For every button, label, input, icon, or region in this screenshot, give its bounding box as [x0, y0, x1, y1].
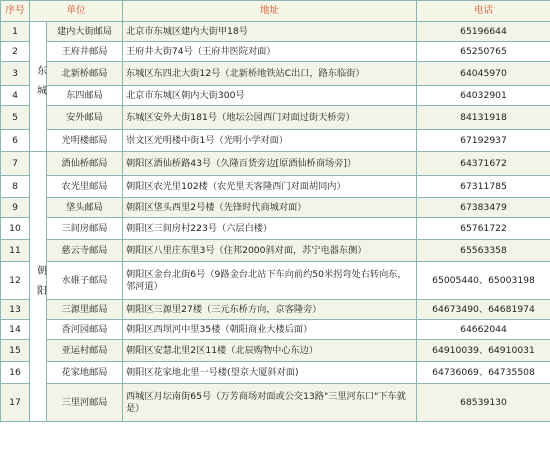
address: 西城区月坛南街65号（万芳商场对面或公交13路"三里河东口"下车就是） — [123, 384, 417, 422]
address: 朝阳区酒仙桥路43号（久隆百货旁边[原酒仙桥商场旁]） — [123, 152, 417, 176]
table-row — [1, 106, 550, 130]
unit-name: 建内大街邮局 — [47, 22, 123, 42]
phone-number: 65196644 — [417, 22, 550, 42]
row-index: 4 — [1, 86, 30, 106]
row-index: 7 — [1, 152, 30, 176]
table-row — [1, 384, 550, 422]
phone-number: 64662044 — [417, 320, 550, 340]
phone-number: 64032901 — [417, 86, 550, 106]
row-index: 2 — [1, 42, 30, 62]
unit-name: 垡头邮局 — [47, 198, 123, 218]
phone-number: 67192937 — [417, 130, 550, 152]
address: 东城区东四北大街12号（北新桥地铁站C出口，路东临街） — [123, 62, 417, 86]
row-index: 11 — [1, 240, 30, 262]
address: 北京市东城区朝内大街300号 — [123, 86, 417, 106]
address: 朝阳区农光里102楼（农光里天客隆西门对面胡同内） — [123, 176, 417, 198]
table-row — [1, 176, 550, 198]
row-index: 12 — [1, 262, 30, 300]
unit-name: 水碓子邮局 — [47, 262, 123, 300]
row-index: 14 — [1, 320, 30, 340]
row-index: 6 — [1, 130, 30, 152]
address: 朝阳区安慧北里2区11楼（北辰购物中心东边） — [123, 340, 417, 362]
phone-number: 67311785 — [417, 176, 550, 198]
header-phone: 电话 — [417, 1, 550, 22]
address: 东城区安外大街181号（地坛公园西门对面过街天桥旁） — [123, 106, 417, 130]
phone-number: 65761722 — [417, 218, 550, 240]
unit-name: 酒仙桥邮局 — [47, 152, 123, 176]
table-row — [1, 240, 550, 262]
table-row — [1, 22, 550, 42]
address: 朝阳区垡头西里2号楼（先锋时代商城对面） — [123, 198, 417, 218]
row-index: 10 — [1, 218, 30, 240]
header-address: 地址 — [123, 1, 417, 22]
row-index: 16 — [1, 362, 30, 384]
phone-number: 67383479 — [417, 198, 550, 218]
row-index: 17 — [1, 384, 30, 422]
row-index: 1 — [1, 22, 30, 42]
unit-name: 安外邮局 — [47, 106, 123, 130]
unit-name: 三间房邮局 — [47, 218, 123, 240]
district-cell — [30, 152, 47, 422]
unit-name: 东四邮局 — [47, 86, 123, 106]
table-row — [1, 340, 550, 362]
unit-name: 慈云寺邮局 — [47, 240, 123, 262]
row-index: 15 — [1, 340, 30, 362]
table-row — [1, 130, 550, 152]
row-index: 3 — [1, 62, 30, 86]
phone-number: 64673490、64681974 — [417, 300, 550, 320]
address: 朝阳区八里庄东里3号（住邦2000斜对面，苏宁电器东侧） — [123, 240, 417, 262]
table-row — [1, 42, 550, 62]
address: 朝阳区三源里27楼（三元东桥方向，京客隆旁） — [123, 300, 417, 320]
phone-number: 64045970 — [417, 62, 550, 86]
header-unit: 单位 — [30, 1, 123, 22]
unit-name: 花家地邮局 — [47, 362, 123, 384]
table-row — [1, 152, 550, 176]
header-index: 序号 — [1, 1, 30, 22]
table-body — [1, 22, 550, 422]
unit-name: 亚运村邮局 — [47, 340, 123, 362]
unit-name: 北新桥邮局 — [47, 62, 123, 86]
address: 朝阳区西坝河中里35楼（朝阳商业大楼后面） — [123, 320, 417, 340]
unit-name: 农光里邮局 — [47, 176, 123, 198]
table-header-row — [1, 1, 550, 22]
row-index: 5 — [1, 106, 30, 130]
unit-name: 三里河邮局 — [47, 384, 123, 422]
district-label: 东城 — [34, 64, 46, 105]
row-index: 9 — [1, 198, 30, 218]
phone-number: 64736069、64735508 — [417, 362, 550, 384]
table-row — [1, 300, 550, 320]
table-row — [1, 262, 550, 300]
phone-number: 84131918 — [417, 106, 550, 130]
address: 朝阳区金台北街6号（9路金台北站下车向前约50米拐弯处右转向东，邻河道） — [123, 262, 417, 300]
district-cell — [30, 22, 47, 152]
unit-name: 王府井邮局 — [47, 42, 123, 62]
row-index: 8 — [1, 176, 30, 198]
phone-number: 64910039、64910031 — [417, 340, 550, 362]
unit-name: 三源里邮局 — [47, 300, 123, 320]
row-index: 13 — [1, 300, 30, 320]
table-row — [1, 86, 550, 106]
phone-number: 65005440、65003198 — [417, 262, 550, 300]
table-row — [1, 62, 550, 86]
address: 朝阳区三间房村223号（六层白楼） — [123, 218, 417, 240]
address: 朝阳区花家地北里一号楼(望京大厦斜对面) — [123, 362, 417, 384]
phone-number: 65563358 — [417, 240, 550, 262]
table-row — [1, 320, 550, 340]
unit-name: 光明楼邮局 — [47, 130, 123, 152]
table-row — [1, 218, 550, 240]
address: 北京市东城区建内大街甲18号 — [123, 22, 417, 42]
district-label: 朝阳 — [34, 264, 46, 305]
address: 崇文区光明楼中街1号（光明小学对面） — [123, 130, 417, 152]
phone-number: 64371672 — [417, 152, 550, 176]
table-row — [1, 362, 550, 384]
phone-number: 68539130 — [417, 384, 550, 422]
unit-name: 香河园邮局 — [47, 320, 123, 340]
phone-number: 65250765 — [417, 42, 550, 62]
address: 王府井大街74号（王府井医院对面） — [123, 42, 417, 62]
table-row — [1, 198, 550, 218]
